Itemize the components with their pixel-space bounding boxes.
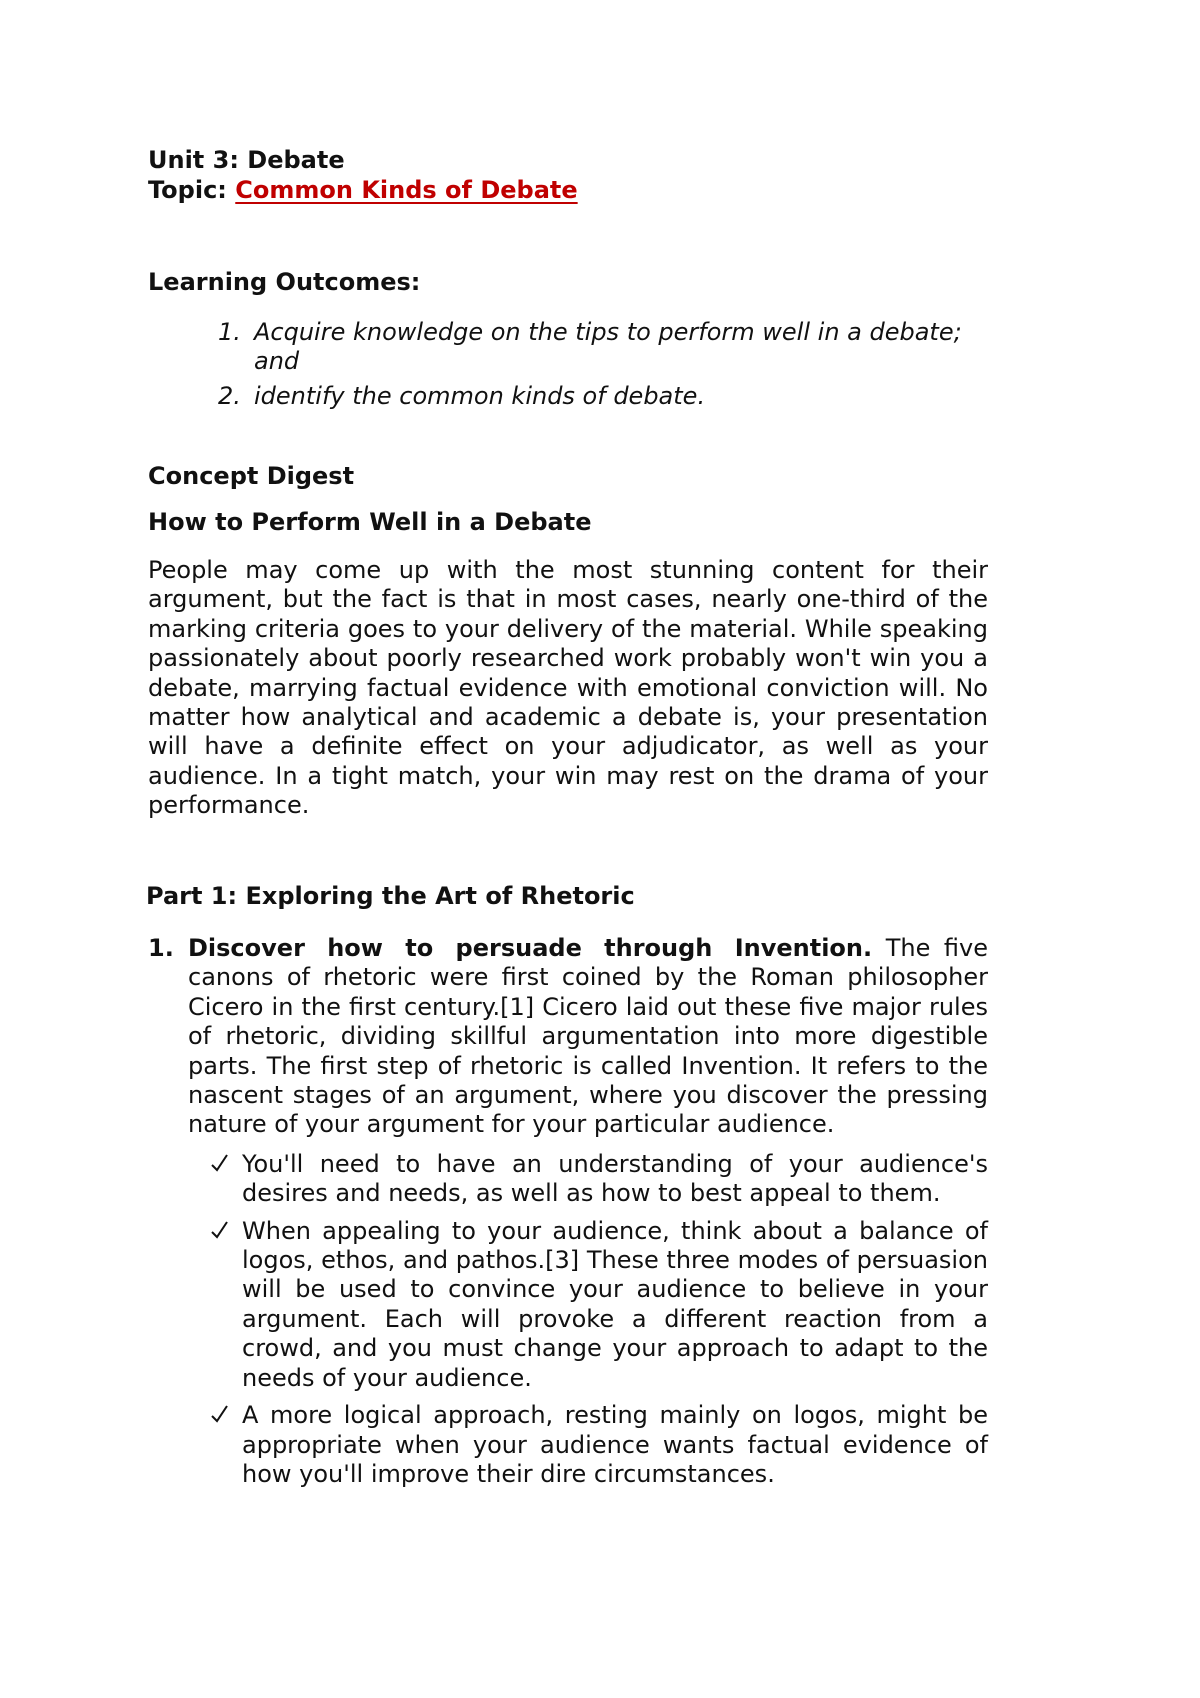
intro-paragraph: People may come up with the most stunning content for their argument, but the fact is that in most cases, nearly one-third of the marking criteria goes to your delivery of the material. While speaking passionately about poorly researched work probably won't win you a debate, marrying factual evidence with emotional conviction will. No matter how analytical and academic a debate is, your presentation will have a definite effect on your adjudicator, as well as your audience. In a tight match, your win may rest on the drama of your performance. bbox=[148, 556, 988, 820]
list-item bbox=[148, 318, 988, 376]
check-icon bbox=[210, 1150, 230, 1176]
concept-digest-heading: Concept Digest bbox=[148, 462, 355, 490]
check-item-text: When appealing to your audience, think about a balance of logos, ethos, and pathos.[3] These three modes of persuasion will be used to convince your audience to believe in your argument. Each will provoke a different reaction from a crowd, and you must change your approach to adapt to the needs of your audience. bbox=[242, 1216, 988, 1392]
check-list-item bbox=[188, 1150, 988, 1209]
list-item bbox=[148, 382, 988, 411]
check-icon bbox=[210, 1217, 230, 1243]
steps-list bbox=[148, 934, 988, 1497]
unit-title: Unit 3: Debate bbox=[148, 146, 345, 174]
list-item-text: Acquire knowledge on the tips to perform well in a debate; and bbox=[254, 318, 962, 375]
check-list-item bbox=[188, 1401, 988, 1489]
step-number: 1. bbox=[148, 934, 174, 962]
section-subheading: How to Perform Well in a Debate bbox=[148, 508, 592, 536]
check-item-text: You'll need to have an understanding of your audience's desires and needs, as well as how to best appeal to them. bbox=[242, 1149, 988, 1208]
list-item-number: 2. bbox=[218, 382, 241, 410]
list-item-number: 1. bbox=[218, 318, 241, 346]
document-page bbox=[148, 0, 988, 1698]
part-heading: Part 1: Exploring the Art of Rhetoric bbox=[146, 882, 635, 910]
check-list-item bbox=[188, 1217, 988, 1393]
list-item-text: identify the common kinds of debate. bbox=[254, 382, 706, 410]
topic-link[interactable]: Common Kinds of Debate bbox=[235, 176, 578, 204]
check-icon bbox=[210, 1401, 230, 1427]
learning-outcomes-heading: Learning Outcomes: bbox=[148, 268, 421, 296]
step-title: Discover how to persuade through Invention. bbox=[188, 934, 873, 962]
topic-line bbox=[148, 174, 578, 206]
learning-outcomes-list bbox=[148, 318, 988, 417]
check-list bbox=[188, 1150, 988, 1489]
step-text bbox=[188, 934, 988, 1140]
check-item-text: A more logical approach, resting mainly on logos, might be appropriate when your audience wants factual evidence of how you'll improve their dire circumstances. bbox=[242, 1401, 988, 1488]
topic-label: Topic: bbox=[148, 176, 236, 204]
step-item bbox=[148, 934, 988, 1489]
step-body: The five canons of rhetoric were first coined by the Roman philosopher Cicero in the first century.[1] Cicero laid out these five major rules of rhetoric, dividing skillful argumentation into more digestible parts. The first step of rhetoric is called Invention. It refers to the nascent stages of an argument, where you discover the pressing nature of your argument for your particular audience. bbox=[188, 934, 989, 1139]
